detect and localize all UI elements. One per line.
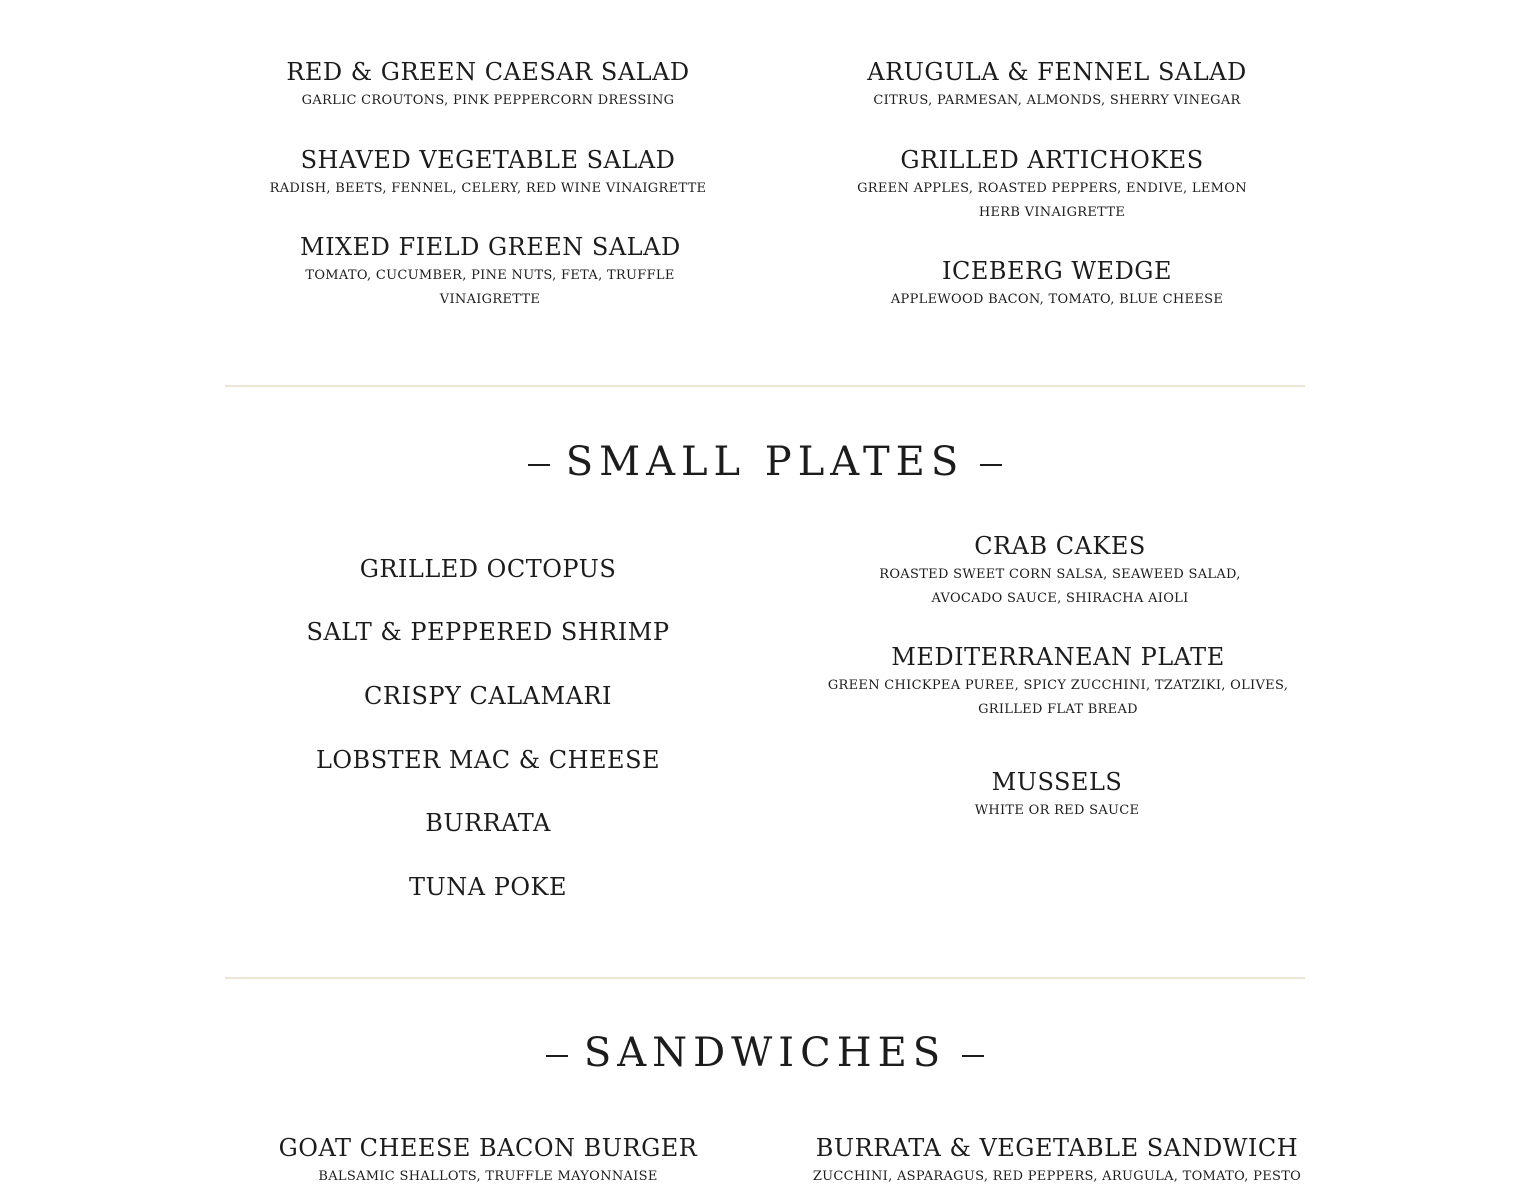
menu-item — [808, 642, 1308, 722]
menu-item-description: CITRUS, PARMESAN, ALMONDS, SHERRY VINEGAR — [873, 93, 1241, 108]
section-title-text: SANDWICHES — [583, 1030, 947, 1076]
menu-item-description: GREEN APPLES, ROASTED PEPPERS, ENDIVE, LEMON HERB VINAIGRETTE — [857, 181, 1247, 220]
menu-item — [268, 681, 708, 711]
dash-decoration — [980, 464, 1002, 466]
section-title-text: SMALL PLATES — [565, 439, 965, 485]
menu-item-description: BALSAMIC SHALLOTS, TRUFFLE MAYONNAISE — [318, 1169, 658, 1184]
menu-item — [837, 57, 1277, 113]
menu-item — [845, 531, 1275, 611]
menu-item — [842, 145, 1262, 225]
section-divider — [225, 977, 1305, 979]
menu-item-description: WHITE OR RED SAUCE — [974, 803, 1140, 818]
menu-item — [300, 232, 680, 312]
menu-item-name: GRILLED ARTICHOKES — [900, 146, 1204, 174]
menu-item — [837, 256, 1277, 312]
dash-decoration — [962, 1055, 984, 1057]
menu-item — [837, 767, 1277, 823]
menu-item-name: MUSSELS — [991, 768, 1123, 796]
menu-item-name: ICEBERG WEDGE — [941, 257, 1172, 285]
dash-decoration — [546, 1055, 568, 1057]
dash-decoration — [528, 464, 550, 466]
menu-item-name: BURRATA & VEGETABLE SANDWICH — [815, 1134, 1299, 1162]
menu-item-name: MIXED FIELD GREEN SALAD — [300, 233, 681, 261]
menu-item-name: GRILLED OCTOPUS — [359, 555, 617, 583]
menu-item-name: CRAB CAKES — [974, 532, 1146, 560]
section-divider — [225, 385, 1305, 387]
menu-item — [268, 57, 708, 113]
menu-item-name: LOBSTER MAC & CHEESE — [315, 746, 661, 774]
menu-item — [268, 617, 708, 647]
menu-item — [268, 145, 708, 201]
menu-item-name: MEDITERRANEAN PLATE — [891, 643, 1225, 671]
menu-item-description: GARLIC CROUTONS, PINK PEPPERCORN DRESSING — [301, 93, 675, 108]
menu-item-name: TUNA POKE — [409, 873, 567, 901]
menu-item-description: ZUCCHINI, ASPARAGUS, RED PEPPERS, ARUGULA, TOMATO, PESTO — [812, 1169, 1302, 1184]
menu-item-name: BURRATA — [425, 809, 551, 837]
menu-item — [248, 1133, 728, 1189]
menu-item — [268, 745, 708, 775]
menu-item-name: SALT & PEPPERED SHRIMP — [306, 618, 670, 646]
section-title-small-plates — [0, 437, 1530, 487]
menu-item-name: GOAT CHEESE BACON BURGER — [278, 1134, 698, 1162]
menu-item-description: APPLEWOOD BACON, TOMATO, BLUE CHEESE — [890, 292, 1224, 307]
menu-item-name: ARUGULA & FENNEL SALAD — [867, 58, 1247, 86]
menu-item-name: RED & GREEN CAESAR SALAD — [286, 58, 690, 86]
menu-item-description: ROASTED SWEET CORN SALSA, SEAWEED SALAD, AVOCADO SAUCE, SHIRACHA AIOLI — [879, 567, 1241, 606]
menu-item — [268, 808, 708, 838]
menu-item-description: RADISH, BEETS, FENNEL, CELERY, RED WINE VINAIGRETTE — [269, 181, 707, 196]
menu-item-name: SHAVED VEGETABLE SALAD — [300, 146, 676, 174]
menu-item — [268, 872, 708, 902]
menu-item-description: GREEN CHICKPEA PUREE, SPICY ZUCCHINI, TZATZIKI, OLIVES, GRILLED FLAT BREAD — [827, 678, 1289, 717]
menu-item-description: TOMATO, CUCUMBER, PINE NUTS, FETA, TRUFFLE VINAIGRETTE — [305, 268, 675, 307]
section-title-sandwiches — [0, 1028, 1530, 1078]
menu-item-name: CRISPY CALAMARI — [364, 682, 612, 710]
menu-item — [268, 554, 708, 584]
menu-item — [807, 1133, 1307, 1189]
